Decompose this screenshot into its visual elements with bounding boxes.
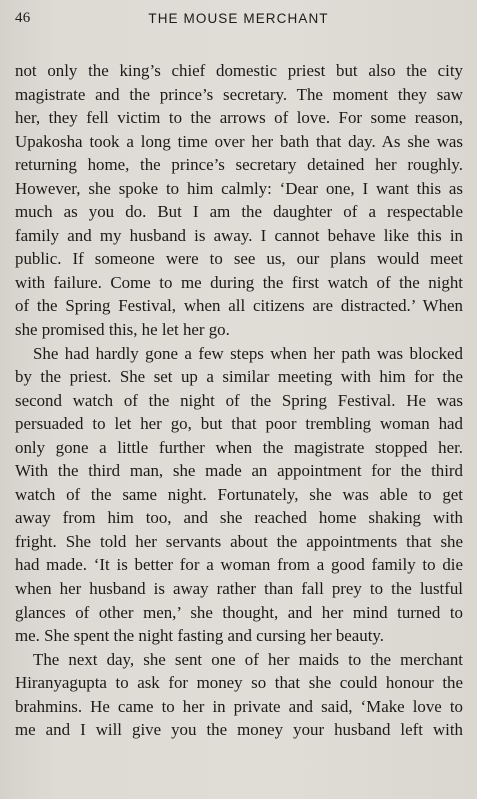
text-line: returning home, the prince’s secretary detained her roughly. xyxy=(15,155,463,175)
page-header xyxy=(0,8,477,32)
text-line: persuaded to let her go, but that poor trembling woman had xyxy=(15,414,463,434)
text-line: with failure. Come to me during the first watch of the night xyxy=(15,272,463,292)
text-line: With the third man, she made an appointment for the third xyxy=(15,461,463,481)
text-line: Upakosha took a long time over her bath that day. As she was xyxy=(15,131,463,151)
text-line: she promised this, he let her go. xyxy=(15,320,230,340)
text-line: when her husband is away rather than fall prey to the lustful xyxy=(15,579,463,599)
text-line: her, they fell victim to the arrows of love. For some reason, xyxy=(15,108,463,128)
text-line: away from him too, and she reached home shaking with xyxy=(15,508,463,528)
text-line: watch of the same night. Fortunately, she was able to get xyxy=(15,484,463,504)
text-line: by the priest. She set up a similar meeting with him for the xyxy=(15,367,463,387)
text-line: glances of other men,’ she thought, and her mind turned to xyxy=(15,602,463,622)
body-text xyxy=(15,59,463,742)
paragraph xyxy=(15,342,463,648)
paragraph xyxy=(15,59,463,342)
text-line: me. She spent the night fasting and cursing her beauty. xyxy=(15,626,385,646)
text-line: not only the king’s chief domestic priest but also the city xyxy=(15,61,463,80)
running-head: THE MOUSE MERCHANT xyxy=(148,11,329,26)
text-line: me and I will give you the money your husband left with xyxy=(15,720,463,740)
text-line: Hiranyagupta to ask for money so that she could honour the xyxy=(15,673,463,693)
paragraph xyxy=(15,648,463,742)
text-line: only gone a little further when the magistrate stopped her. xyxy=(15,437,463,457)
text-line: The next day, she sent one of her maids to the merchant xyxy=(33,649,463,669)
text-line: fright. She told her servants about the appointments that she xyxy=(15,531,463,551)
text-line: brahmins. He came to her in private and said, ‘Make love to xyxy=(15,696,463,716)
text-line: of the Spring Festival, when all citizens are distracted.’ When xyxy=(15,296,463,316)
text-line: magistrate and the prince’s secretary. The moment they saw xyxy=(15,84,463,104)
text-line: had made. ‘It is better for a woman from a good family to die xyxy=(15,555,463,575)
text-line: She had hardly gone a few steps when her path was blocked xyxy=(33,343,463,363)
text-line: second watch of the night of the Spring Festival. He was xyxy=(15,390,463,410)
page-number: 46 xyxy=(15,10,31,26)
text-line: public. If someone were to see us, our plans would meet xyxy=(15,249,463,269)
text-line: much as you do. But I am the daughter of a respectable xyxy=(15,202,463,222)
text-line: family and my husband is away. I cannot behave like this in xyxy=(15,225,463,245)
text-line: However, she spoke to him calmly: ‘Dear one, I want this as xyxy=(15,178,463,198)
